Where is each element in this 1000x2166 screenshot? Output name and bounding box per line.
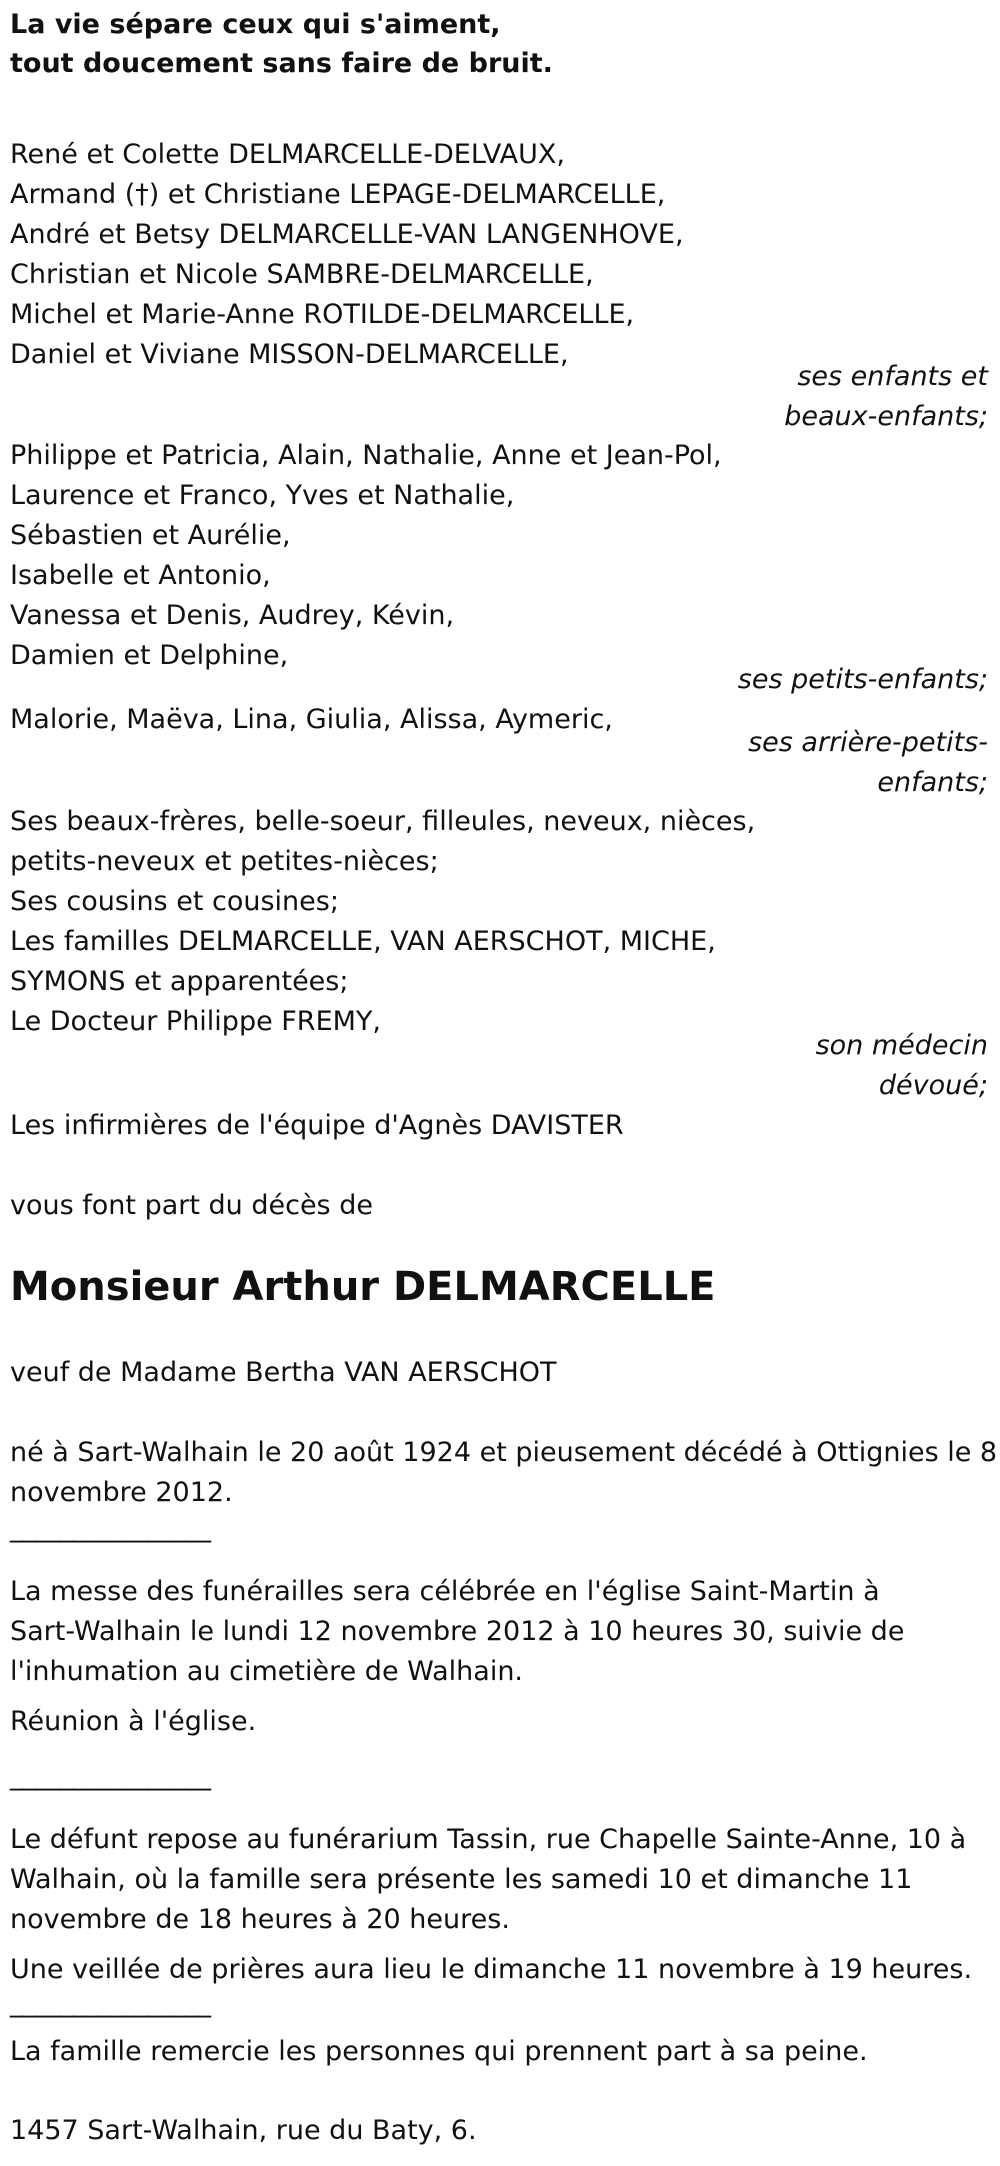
funeral-line: l'inhumation au cimetière de Walhain.	[10, 1656, 524, 1687]
quote-line: tout doucement sans faire de bruit.	[10, 48, 553, 79]
family-line: Vanessa et Denis, Audrey, Kévin,	[10, 600, 455, 631]
family-line: Laurence et Franco, Yves et Nathalie,	[10, 480, 515, 511]
meeting-info	[10, 1702, 256, 1742]
family-line: petits-neveux et petites-nièces;	[10, 846, 439, 877]
role-line: ses petits-enfants;	[737, 664, 988, 695]
separator	[10, 1756, 210, 1796]
separator-line: ________________	[10, 1512, 210, 1543]
children-role	[10, 357, 988, 437]
family-line: Christian et Nicole SAMBRE-DELMARCELLE,	[10, 259, 594, 290]
deceased-name	[10, 1262, 716, 1312]
address-line	[10, 2111, 477, 2151]
family-line: Damien et Delphine,	[10, 640, 289, 671]
thanks-text: La famille remercie les personnes qui prennent part à sa peine.	[10, 2036, 868, 2067]
grandchildren-list	[10, 436, 722, 676]
address-text: 1457 Sart-Walhain, rue du Baty, 6.	[10, 2115, 477, 2146]
family-line: Isabelle et Antonio,	[10, 560, 271, 591]
family-line: Malorie, Maëva, Lina, Giulia, Alissa, Aymeric,	[10, 704, 613, 735]
family-line: Les familles DELMARCELLE, VAN AERSCHOT, MICHE,	[10, 926, 716, 957]
family-line: Armand (†) et Christiane LEPAGE-DELMARCELLE,	[10, 179, 666, 210]
children-list	[10, 135, 684, 375]
announcement-text: vous font part du décès de	[10, 1190, 373, 1221]
announcement	[10, 1186, 373, 1226]
quote-line: La vie sépare ceux qui s'aiment,	[10, 9, 501, 40]
grandchildren-role	[10, 660, 988, 700]
funeral-line: Sart-Walhain le lundi 12 novembre 2012 à 10 heures 30, suivie de	[10, 1616, 905, 1647]
deceased-title: Monsieur Arthur DELMARCELLE	[10, 1264, 716, 1310]
family-line: Le Docteur Philippe FREMY,	[10, 1006, 381, 1037]
family-line: Daniel et Viviane MISSON-DELMARCELLE,	[10, 339, 569, 370]
family-line: Philippe et Patricia, Alain, Nathalie, Anne et Jean-Pol,	[10, 440, 722, 471]
family-line: René et Colette DELMARCELLE-DELVAUX,	[10, 139, 565, 170]
great-grandchildren-role	[10, 723, 988, 803]
birth-death	[10, 1433, 997, 1513]
role-line: ses arrière-petits-	[748, 727, 988, 758]
funeral-info	[10, 1572, 904, 1692]
vigil-text: Une veillée de prières aura lieu le dimanche 11 novembre à 19 heures.	[10, 1954, 973, 1985]
role-line: dévoué;	[878, 1070, 988, 1101]
family-line: Ses beaux-frères, belle-soeur, filleules, neveux, nièces,	[10, 806, 756, 837]
family-line: Michel et Marie-Anne ROTILDE-DELMARCELLE,	[10, 299, 635, 330]
doctor-role	[10, 1026, 988, 1106]
visitation-info	[10, 1820, 966, 1940]
birth-death-line: novembre 2012.	[10, 1477, 233, 1508]
widower-line	[10, 1353, 557, 1393]
role-line: son médecin	[815, 1030, 988, 1061]
relatives-list	[10, 802, 755, 1042]
widower-text: veuf de Madame Bertha VAN AERSCHOT	[10, 1357, 557, 1388]
separator-line: ________________	[10, 1760, 210, 1791]
birth-death-line: né à Sart-Walhain le 20 août 1924 et pieusement décédé à Ottignies le 8	[10, 1437, 998, 1468]
family-line: André et Betsy DELMARCELLE-VAN LANGENHOVE,	[10, 219, 684, 250]
separator	[10, 1983, 210, 2023]
role-line: enfants;	[877, 767, 988, 798]
separator	[10, 1508, 210, 1548]
visitation-line: Le défunt repose au funérarium Tassin, rue Chapelle Sainte-Anne, 10 à	[10, 1824, 967, 1855]
visitation-line: novembre de 18 heures à 20 heures.	[10, 1904, 510, 1935]
visitation-line: Walhain, où la famille sera présente les samedi 10 et dimanche 11	[10, 1864, 913, 1895]
family-line: SYMONS et apparentées;	[10, 966, 349, 997]
funeral-line: La messe des funérailles sera célébrée en l'église Saint-Martin à	[10, 1576, 880, 1607]
family-line: Ses cousins et cousines;	[10, 886, 339, 917]
family-line: Sébastien et Aurélie,	[10, 520, 291, 551]
separator-line: ________________	[10, 1987, 210, 2018]
thanks-line	[10, 2032, 868, 2072]
role-line: ses enfants et	[797, 361, 988, 392]
quote	[10, 5, 553, 84]
role-line: beaux-enfants;	[784, 401, 988, 432]
meeting-text: Réunion à l'église.	[10, 1706, 257, 1737]
nurses-line	[10, 1106, 624, 1146]
nurses-text: Les infirmières de l'équipe d'Agnès DAVISTER	[10, 1110, 624, 1141]
